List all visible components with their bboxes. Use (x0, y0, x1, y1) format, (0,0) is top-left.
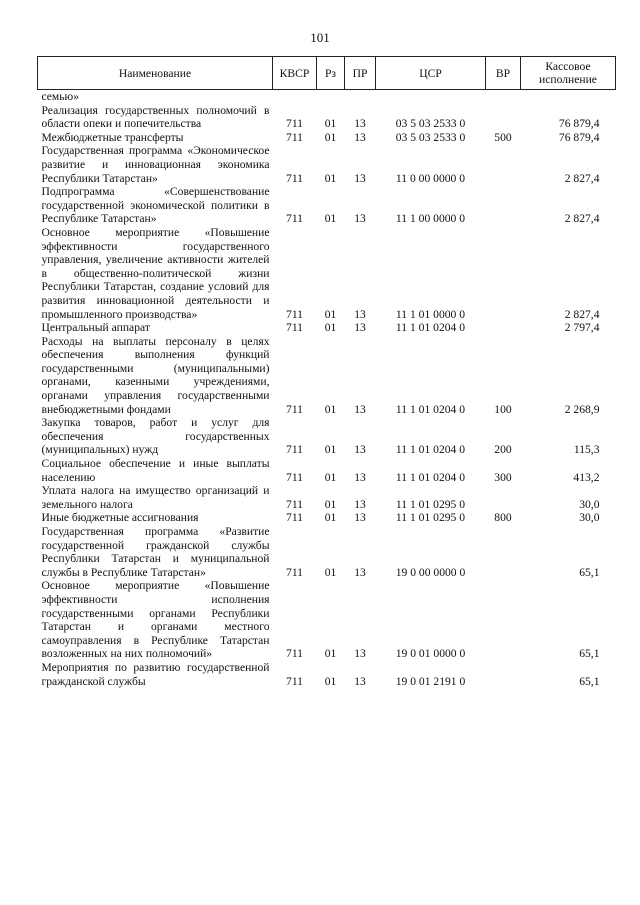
row-kvsr: 711 (286, 470, 303, 484)
row-rz: 01 (324, 647, 337, 661)
row-kvsr: 711 (286, 402, 303, 416)
row-name: семью» (41, 90, 80, 103)
row-sum: 115,3 (573, 443, 600, 457)
row-name: Основное мероприятие «Повышение эффективности исполнения государственными органами Республики Татарстан и органами местного самоуправления в Республике Татарстан возложенных на них полномочий» (41, 579, 270, 661)
row-pr: 13 (354, 565, 366, 579)
table-row (38, 511, 616, 525)
row-name: Реализация государственных полномочий в области опеки и попечительства (41, 103, 270, 131)
row-kvsr: 711 (286, 130, 303, 144)
row-csr: 11 1 01 0204 0 (395, 470, 466, 484)
row-vr (486, 484, 521, 511)
row-csr: 11 1 00 0000 0 (395, 212, 466, 226)
table-row (38, 90, 616, 104)
table-row (38, 144, 616, 185)
table-header (38, 57, 616, 90)
row-rz: 01 (324, 511, 337, 525)
row-rz: 01 (324, 117, 337, 131)
row-sum: 2 797,4 (564, 321, 600, 335)
row-pr (345, 90, 376, 104)
row-rz (317, 90, 345, 104)
row-rz: 01 (324, 402, 337, 416)
row-vr (486, 321, 521, 335)
row-kvsr: 711 (286, 674, 303, 688)
row-vr (486, 226, 521, 321)
row-rz: 01 (324, 565, 337, 579)
row-csr: 11 1 01 0204 0 (395, 321, 466, 335)
row-pr: 13 (354, 511, 366, 525)
row-sum: 413,2 (573, 470, 600, 484)
row-rz: 01 (324, 321, 337, 335)
row-sum: 65,1 (579, 647, 600, 661)
row-pr: 13 (354, 674, 366, 688)
row-csr: 19 0 01 0000 0 (395, 647, 466, 661)
row-csr: 11 1 01 0295 0 (395, 511, 466, 525)
page-number: 101 (310, 30, 330, 45)
row-kvsr: 711 (286, 647, 303, 661)
row-kvsr: 711 (286, 307, 303, 321)
row-pr: 13 (354, 171, 366, 185)
row-vr (486, 579, 521, 661)
row-pr: 13 (354, 307, 366, 321)
table-row (38, 525, 616, 579)
row-rz: 01 (324, 307, 337, 321)
row-sum: 65,1 (579, 565, 600, 579)
row-kvsr: 711 (286, 443, 303, 457)
row-name: Подпрограмма «Совершенствование государственной экономической политики в Республике Татарстан» (41, 185, 270, 226)
table-row (38, 335, 616, 417)
table-row (38, 226, 616, 321)
table-row (38, 321, 616, 335)
row-vr: 200 (494, 443, 512, 457)
header-csr: ЦСР (376, 57, 486, 90)
header-pr: ПР (345, 57, 376, 90)
row-sum: 76 879,4 (558, 117, 600, 131)
header-vr: ВР (486, 57, 521, 90)
row-name: Социальное обеспечение и иные выплаты населению (41, 457, 270, 484)
row-rz: 01 (324, 470, 337, 484)
row-kvsr: 711 (286, 511, 303, 525)
table-row (38, 661, 616, 688)
row-pr: 13 (354, 497, 366, 511)
row-sum (521, 90, 616, 104)
row-pr: 13 (354, 117, 366, 131)
table-row (38, 185, 616, 226)
row-sum: 2 268,9 (564, 402, 600, 416)
row-pr: 13 (354, 402, 366, 416)
row-name: Расходы на выплаты персоналу в целях обеспечения выполнения функций государственными (муниципальными) органами, казенными учреждениями, органами управления государственными внебюджетными фондами (41, 334, 270, 416)
row-csr: 03 5 03 2533 0 (395, 117, 466, 131)
table-row (38, 457, 616, 484)
row-rz: 01 (324, 212, 337, 226)
row-vr (486, 525, 521, 579)
row-vr (486, 144, 521, 185)
row-rz: 01 (324, 130, 337, 144)
row-kvsr: 711 (286, 171, 303, 185)
row-kvsr: 711 (286, 565, 303, 579)
table-row (38, 579, 616, 661)
row-vr (486, 90, 521, 104)
row-name: Центральный аппарат (41, 321, 150, 335)
row-pr: 13 (354, 470, 366, 484)
row-sum: 30,0 (579, 497, 600, 511)
budget-table (37, 56, 616, 688)
table-row (38, 131, 616, 145)
row-pr: 13 (354, 647, 366, 661)
row-vr: 100 (494, 402, 512, 416)
header-name: Наименование (38, 57, 273, 90)
row-pr: 13 (354, 212, 366, 226)
row-name: Уплата налога на имущество организаций и земельного налога (41, 484, 270, 511)
row-csr: 11 1 01 0000 0 (395, 307, 466, 321)
row-vr (486, 104, 521, 131)
table-row (38, 484, 616, 511)
row-csr: 19 0 00 0000 0 (395, 565, 466, 579)
row-name: Межбюджетные трансферты (41, 130, 184, 144)
row-kvsr: 711 (286, 212, 303, 226)
row-rz: 01 (324, 443, 337, 457)
table-row (38, 416, 616, 457)
row-csr: 11 0 00 0000 0 (395, 171, 466, 185)
row-sum: 2 827,4 (564, 307, 600, 321)
row-kvsr: 711 (286, 117, 303, 131)
row-kvsr: 711 (286, 321, 303, 335)
row-csr: 11 1 01 0295 0 (395, 497, 466, 511)
row-csr: 11 1 01 0204 0 (395, 443, 466, 457)
row-name: Государственная программа «Экономическое развитие и инновационная экономика Республики Татарстан» (41, 144, 270, 185)
header-kvsr: КВСР (273, 57, 317, 90)
row-name: Государственная программа «Развитие государственной гражданской службы Республики Татарстан и муниципальной службы в Республике Татарстан» (41, 525, 270, 579)
row-pr: 13 (354, 443, 366, 457)
header-rz: Рз (317, 57, 345, 90)
row-csr: 19 0 01 2191 0 (395, 674, 466, 688)
table-row (38, 104, 616, 131)
table-body (38, 90, 616, 689)
row-sum: 30,0 (579, 511, 600, 525)
row-name: Основное мероприятие «Повышение эффективности государственного управления, увеличение активности жителей в общественно-политической жизни Республики Татарстан, создание условий для развития инновационной деятельности и промышленного производства» (41, 225, 270, 321)
row-vr: 800 (494, 511, 512, 525)
row-sum: 76 879,4 (558, 130, 600, 144)
row-rz: 01 (324, 171, 337, 185)
row-vr (486, 661, 521, 688)
header-sum: Кассовое исполнение (521, 57, 616, 90)
row-kvsr: 711 (286, 497, 303, 511)
row-vr: 300 (494, 470, 512, 484)
row-rz: 01 (324, 497, 337, 511)
row-kvsr (273, 90, 317, 104)
row-vr: 500 (494, 130, 512, 144)
row-sum: 2 827,4 (564, 171, 600, 185)
row-sum: 2 827,4 (564, 212, 600, 226)
row-csr (376, 90, 486, 104)
row-name: Закупка товаров, работ и услуг для обеспечения государственных (муниципальных) нужд (41, 416, 270, 457)
row-csr: 03 5 03 2533 0 (395, 130, 466, 144)
row-csr: 11 1 01 0204 0 (395, 402, 466, 416)
row-pr: 13 (354, 321, 366, 335)
row-vr (486, 185, 521, 226)
row-pr: 13 (354, 130, 366, 144)
row-name: Мероприятия по развитию государственной гражданской службы (41, 660, 270, 688)
row-rz: 01 (324, 674, 337, 688)
row-sum: 65,1 (579, 674, 600, 688)
row-name: Иные бюджетные ассигнования (41, 511, 199, 525)
